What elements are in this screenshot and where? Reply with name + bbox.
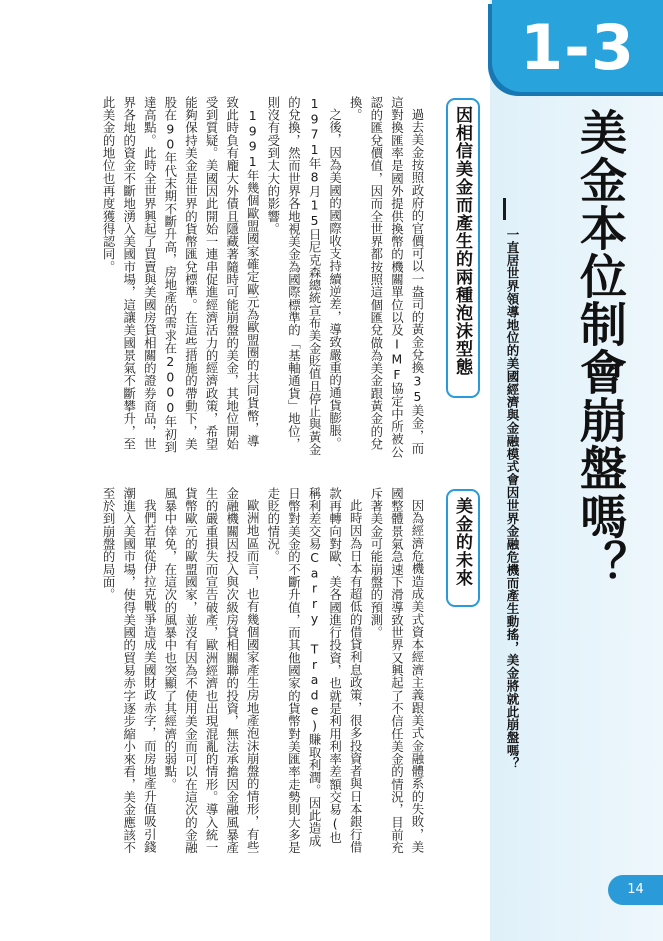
section-body <box>55 487 427 855</box>
paragraph: 過去美金按照政府的官價可以一盎司的黃金兌換35美金，而這對換匯率是國外提供換幣的機關單位以及IMF協定中所被公認的匯兌價值，因而全世界都按照這個匯兌做為美金跟黃金的兌換。 <box>348 96 425 458</box>
paragraph: 歐洲地區而言，也有幾個國家產生房地產泡沫崩盤的情形，有些金融機關因投入與次級房貸相關聯的投資，無法承擔因金融風暴產生的嚴重損失而宣告破產，歐洲經濟也出現混亂的情形。導入統一貨幣歐元的歐盟國家，並沒有因為不使用美金而可以在這次的金融風暴中倖免，在這次的風暴中也突顯了其經濟的弱點。 <box>162 487 261 854</box>
page-title: 美金本位制會崩盤嗎？ <box>572 108 627 588</box>
paragraph: 1991年幾個歐盟國家確定歐元為歐盟圈的共同貨幣，導致此時負有龐大外債且隱藏著隨時可能崩盤的美金，其地位開始受到質疑。美國因此開始一連串促進經濟活力的經濟政策，希望能夠保持美金是世界的貨幣匯兌標準。在這些措施的帶動下，美股在90年代末期不斷升高，房地產的需求在2000年初到達高點。此時全世界興起了買賣與美國房貸相關的證券商品，世界各地的資金不斷地湧入美國市場，這讓美國景氣不斷攀升，至此美金的地位也再度獲得認同。 <box>101 96 261 454</box>
subtitle-marker <box>503 198 506 220</box>
paragraph: 之後，因為美國的國際收支持續逆差，導致嚴重的通貨膨脹。1971年8月15日尼克森總統宣布美金貶值且停止與黃金的兌換，然而世界各地視美金為國際標準的「基軸通貨」地位，則沒有受到太大的影響。 <box>265 96 343 456</box>
paragraph: 因為經濟危機造成美式資本經濟主義跟美式金融體系的失敗，美國整體景氣急速下滑導致世界又興起了不信任美金的情況，目前充斥著美金可能崩盤的預測。 <box>368 487 425 854</box>
page-subtitle: 一直居世界領導地位的美國經濟與金融模式會因世界金融危機而產生動搖，美金將就此崩盤嗎？ <box>505 228 520 770</box>
paragraph: 此時因為日本有超低的借貸利息政策，很多投資者與日本銀行借款再轉向對歐、美各國進行投資，也就是利用利率差額交易(也稱利差交易Carry Trade)賺取利潤。因此造成日幣對美金的不斷升值，而其他國家的貨幣對美匯率走勢則大多是走貶的情況。 <box>265 487 364 854</box>
page-number: 14 <box>608 875 663 905</box>
section-body <box>55 96 427 458</box>
section-heading: 美金的未來 <box>452 497 472 587</box>
paragraph: 我們若單從伊拉克戰爭造成美國財政赤字，而房地產升值吸引錢潮進入美國市場，使得美國的貿易赤字逐步縮小來看，美金應該不至於到崩盤的局面。 <box>101 487 158 854</box>
chapter-number: 1-3 <box>519 11 635 84</box>
section-heading: 因相信美金而產生的兩種泡沫型態 <box>452 106 472 376</box>
